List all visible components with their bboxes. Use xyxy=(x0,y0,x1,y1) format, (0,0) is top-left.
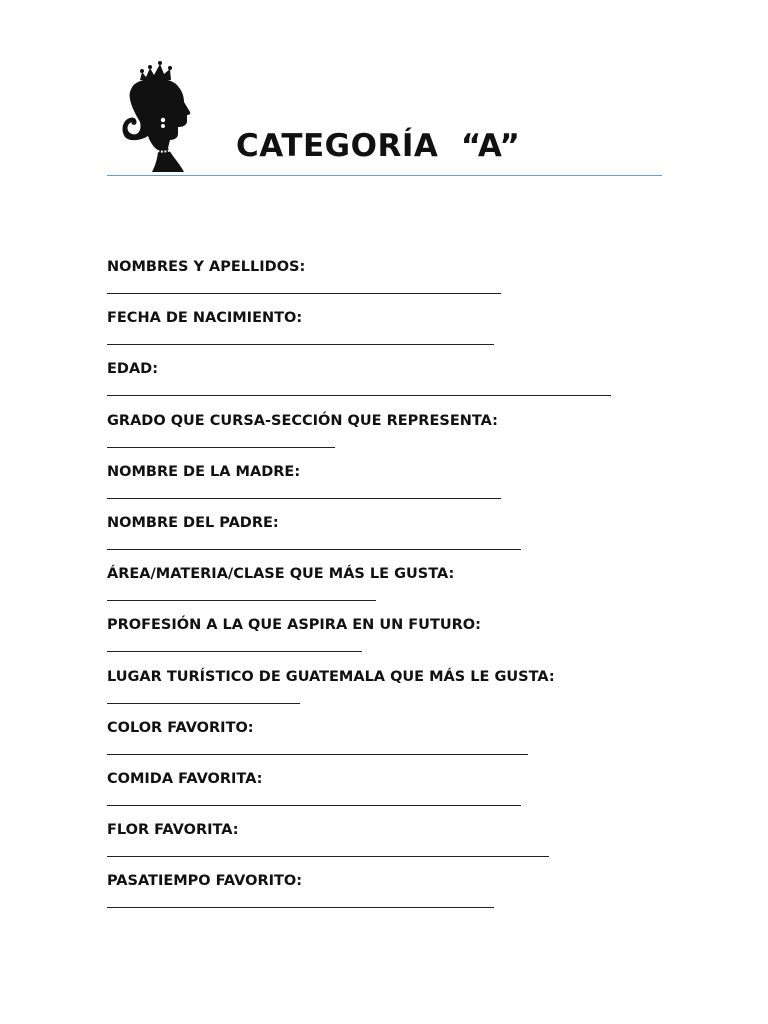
answer-line[interactable] xyxy=(107,754,528,755)
field-label: GRADO QUE CURSA-SECCIÓN QUE REPRESENTA: xyxy=(107,412,498,429)
field-label: COLOR FAVORITO: xyxy=(107,719,254,736)
field-flor-favorita xyxy=(107,821,667,872)
field-grado-seccion xyxy=(107,412,667,463)
field-label: PROFESIÓN A LA QUE ASPIRA EN UN FUTURO: xyxy=(107,617,481,634)
field-profesion xyxy=(107,616,667,667)
answer-line[interactable] xyxy=(107,344,494,345)
field-label: LUGAR TURÍSTICO DE GUATEMALA QUE MÁS LE GUSTA: xyxy=(107,668,555,685)
answer-line[interactable] xyxy=(107,907,494,908)
answer-line[interactable] xyxy=(107,856,549,857)
field-comida-favorita xyxy=(107,770,667,821)
form-fields xyxy=(107,258,667,923)
answer-line[interactable] xyxy=(107,651,362,652)
answer-line[interactable] xyxy=(107,293,501,294)
field-fecha-nacimiento xyxy=(107,309,667,360)
answer-line[interactable] xyxy=(107,549,521,550)
field-nombre-padre xyxy=(107,514,667,565)
answer-line[interactable] xyxy=(107,600,376,601)
field-label: COMIDA FAVORITA: xyxy=(107,770,263,787)
field-edad xyxy=(107,360,667,411)
field-label: EDAD: xyxy=(107,361,158,378)
page-title: CATEGORÍA “A” xyxy=(236,128,521,164)
field-color-favorito xyxy=(107,719,667,770)
field-nombre-madre xyxy=(107,463,667,514)
header-divider xyxy=(107,175,662,176)
field-label: ÁREA/MATERIA/CLASE QUE MÁS LE GUSTA: xyxy=(107,566,455,583)
answer-line[interactable] xyxy=(107,447,335,448)
field-label: NOMBRE DEL PADRE: xyxy=(107,514,279,531)
field-nombres-apellidos xyxy=(107,258,667,309)
answer-line[interactable] xyxy=(107,498,501,499)
field-lugar-turistico xyxy=(107,668,667,719)
field-pasatiempo-favorito xyxy=(107,872,667,923)
princess-silhouette-icon xyxy=(118,60,194,174)
answer-line[interactable] xyxy=(107,805,521,806)
field-label: PASATIEMPO FAVORITO: xyxy=(107,873,303,890)
field-area-materia xyxy=(107,565,667,616)
field-label: FLOR FAVORITA: xyxy=(107,822,239,839)
field-label: NOMBRES Y APELLIDOS: xyxy=(107,259,306,275)
field-label: FECHA DE NACIMIENTO: xyxy=(107,310,303,327)
field-label: NOMBRE DE LA MADRE: xyxy=(107,463,301,480)
answer-line[interactable] xyxy=(107,395,611,396)
answer-line[interactable] xyxy=(107,703,300,704)
